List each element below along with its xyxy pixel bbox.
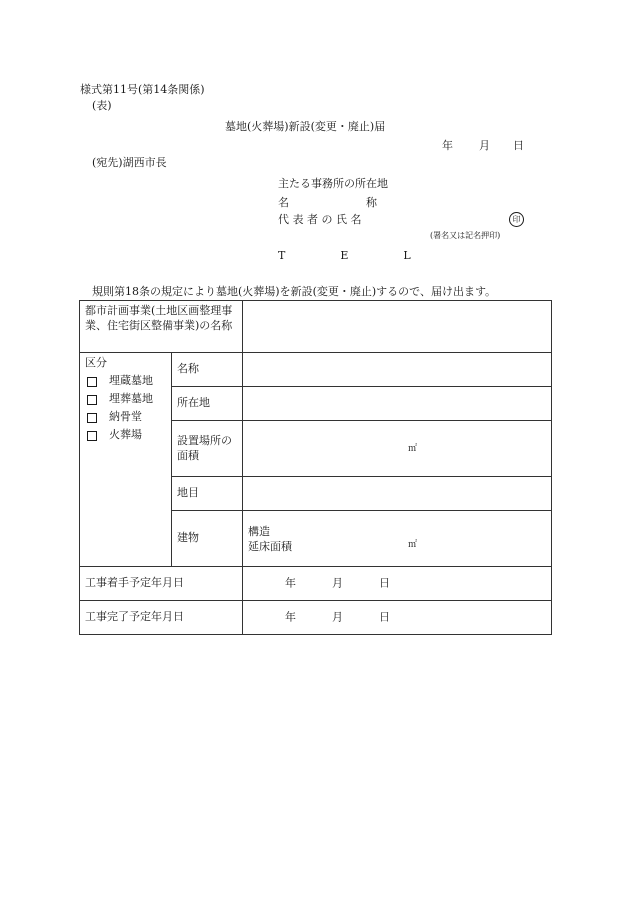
finish-date-field[interactable]: [243, 601, 552, 635]
finish-year: 年: [285, 610, 296, 624]
category-text: 火葬場: [109, 428, 142, 442]
area-field[interactable]: [243, 421, 552, 477]
checkbox[interactable]: [87, 377, 97, 387]
tel-label: T E L: [278, 249, 411, 262]
date-day: 日: [513, 139, 524, 152]
table-row: [80, 601, 552, 635]
structure-label: 構造: [248, 525, 270, 538]
document-title: 墓地(火葬場)新設(変更・廃止)届: [225, 120, 386, 133]
table-row: [80, 301, 552, 353]
start-month: 月: [332, 576, 343, 590]
category-crematorium[interactable]: [85, 427, 166, 445]
side-label: (表): [92, 99, 112, 112]
area-unit: ㎡: [408, 444, 418, 454]
category-cell: [80, 353, 172, 567]
seal-mark: 印: [509, 212, 524, 227]
table-row: [80, 353, 552, 387]
finish-month: 月: [332, 610, 343, 624]
start-date-field[interactable]: [243, 567, 552, 601]
checkbox[interactable]: [87, 431, 97, 441]
form-number: 様式第11号(第14条関係): [80, 83, 205, 96]
addressee: (宛先)湖西市長: [92, 156, 167, 169]
category-burial-ground[interactable]: [85, 373, 166, 391]
location-label: 所在地: [172, 387, 243, 421]
finish-date-label: 工事完了予定年月日: [80, 601, 243, 635]
building-label: 建物: [172, 511, 243, 567]
category-label: 区分: [85, 356, 107, 369]
location-field[interactable]: [243, 387, 552, 421]
land-category-label: 地目: [172, 477, 243, 511]
name-field[interactable]: [243, 353, 552, 387]
start-year: 年: [285, 576, 296, 590]
category-ossuary[interactable]: [85, 409, 166, 427]
checkbox[interactable]: [87, 413, 97, 423]
category-interment-ground[interactable]: [85, 391, 166, 409]
project-value-field[interactable]: [243, 301, 552, 353]
date-year: 年: [442, 139, 453, 152]
finish-day: 日: [379, 610, 390, 624]
name-label: 名 称: [278, 196, 377, 209]
building-field[interactable]: [243, 511, 552, 567]
category-text: 埋葬墓地: [109, 392, 153, 406]
start-date-label: 工事着手予定年月日: [80, 567, 243, 601]
office-address-label: 主たる事務所の所在地: [278, 177, 388, 190]
land-category-field[interactable]: [243, 477, 552, 511]
project-label: 都市計画事業(土地区画整理事業、住宅街区整備事業)の名称: [80, 301, 243, 353]
floor-area-unit: ㎡: [408, 540, 418, 550]
start-day: 日: [379, 576, 390, 590]
table-row: [80, 567, 552, 601]
date-month: 月: [479, 139, 490, 152]
category-text: 埋蔵墓地: [109, 374, 153, 388]
declaration-text: 規則第18条の規定により墓地(火葬場)を新設(変更・廃止)するので、届け出ます。: [92, 285, 497, 298]
representative-label: 代 表 者 の 氏 名: [278, 213, 362, 226]
category-text: 納骨堂: [109, 410, 142, 424]
checkbox[interactable]: [87, 395, 97, 405]
seal-note: (署名又は記名押印): [430, 231, 501, 240]
floor-area-label: 延床面積: [248, 539, 292, 553]
notification-table: [79, 300, 552, 635]
name-row-label: 名称: [172, 353, 243, 387]
area-label: 設置場所の面積: [172, 421, 243, 477]
